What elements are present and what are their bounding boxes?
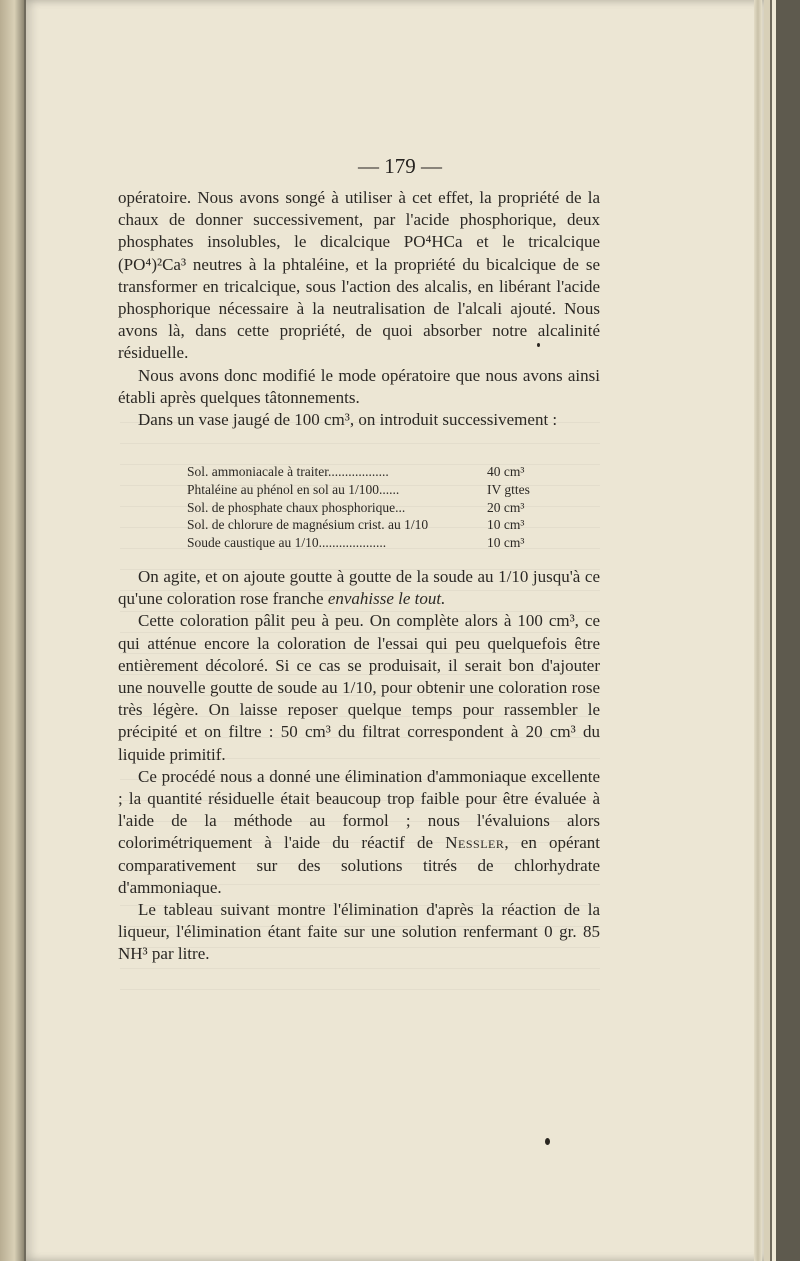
text-block-bottom (118, 566, 600, 966)
reagent-list (187, 463, 547, 552)
reagent-quantity: 20 cm³ (487, 499, 525, 515)
reagent-quantity: 40 cm³ (487, 464, 525, 479)
reagent-row (187, 516, 547, 534)
reagent-name: Sol. de chlorure de magnésium crist. au 1/10 (187, 517, 429, 533)
ink-speck (545, 1138, 550, 1145)
page-edge (764, 0, 770, 1261)
reagent-quantity: 10 cm³ (487, 517, 525, 533)
background (776, 0, 800, 1261)
paragraph-text: Ce procédé nous a donné une élimination d'ammoniaque excellente ; la quantité résiduelle était beaucoup trop faible pour être évaluée à l'aide de la méthode au formol ; nous l'évaluions alors colorimétriquement à l'aide du réactif de (118, 766, 600, 853)
text-block-top (118, 187, 600, 431)
paragraph: Le tableau suivant montre l'élimination d'après la réaction de la liqueur, l'élimination étant faite sur une solution renfermant 0 gr. 85 NH³ par litre. (118, 900, 600, 964)
reagent-name: Soude caustique au 1/10.................... (187, 535, 387, 551)
page-edge (754, 0, 762, 1261)
page-number: — 179 — (358, 154, 442, 178)
ink-speck (537, 343, 540, 347)
reagent-row (187, 463, 547, 481)
reagent-name: Phtaléine au phénol en sol au 1/100...... (187, 481, 400, 497)
paragraph: opératoire. Nous avons songé à utiliser à cet effet, la propriété de la chaux de donner successivement, par l'acide phosphorique, deux phosphates insolubles, le dicalcique PO⁴HCa et le tricalcique (PO⁴)²Ca³ neutres à la phtaléine, et la propriété du bicalcique de se transformer en tricalcique, sous l'action des alcalis, en libérant l'acide phosphorique nécessaire à la neutralisation de l'alcali ajouté. Nous avons là, dans cette propriété, de quoi absorber notre alcalinité résiduelle. (118, 188, 600, 363)
paragraph (118, 566, 600, 610)
reagent-row (187, 499, 547, 517)
paragraph: Dans un vase jaugé de 100 cm³, on introduit successivement : (138, 410, 558, 430)
paragraph (118, 766, 600, 899)
reagent-row (187, 481, 547, 499)
reagent-quantity: IV gttes (487, 481, 530, 497)
reagent-name: Sol. de phosphate chaux phosphorique... (187, 499, 406, 515)
reagent-quantity: 10 cm³ (487, 535, 525, 551)
reagent-row (187, 534, 547, 552)
reagent-name: Sol. ammoniacale à traiter.................. (187, 464, 389, 479)
previous-page-edge (0, 0, 24, 1261)
author-name: Nessler (445, 833, 505, 853)
paragraph-text: On agite, et on ajoute goutte à goutte de la soude au 1/10 jusqu'à ce qu'une coloration rose franche (118, 567, 600, 609)
paragraph-text: , en opérant comparativement sur des solutions titrés de chlorhydrate d'ammoniaque. (118, 833, 601, 897)
emphasis-text: envahisse le tout. (327, 589, 446, 609)
paragraph: Nous avons donc modifié le mode opératoire que nous avons ainsi établi après quelques tâtonnements. (118, 365, 600, 407)
paragraph: Cette coloration pâlit peu à peu. On complète alors à 100 cm³, ce qui atténue encore la coloration de l'essai qui peu quelquefois être entièrement décoloré. Si ce cas se produisait, il serait bon d'ajouter une nouvelle goutte de soude au 1/10, pour obtenir une coloration rose très légère. On laisse reposer quelque temps pour rassembler le précipité et on filtre : 50 cm³ du filtrat correspondent à 20 cm³ du liquide primitif. (118, 611, 600, 764)
